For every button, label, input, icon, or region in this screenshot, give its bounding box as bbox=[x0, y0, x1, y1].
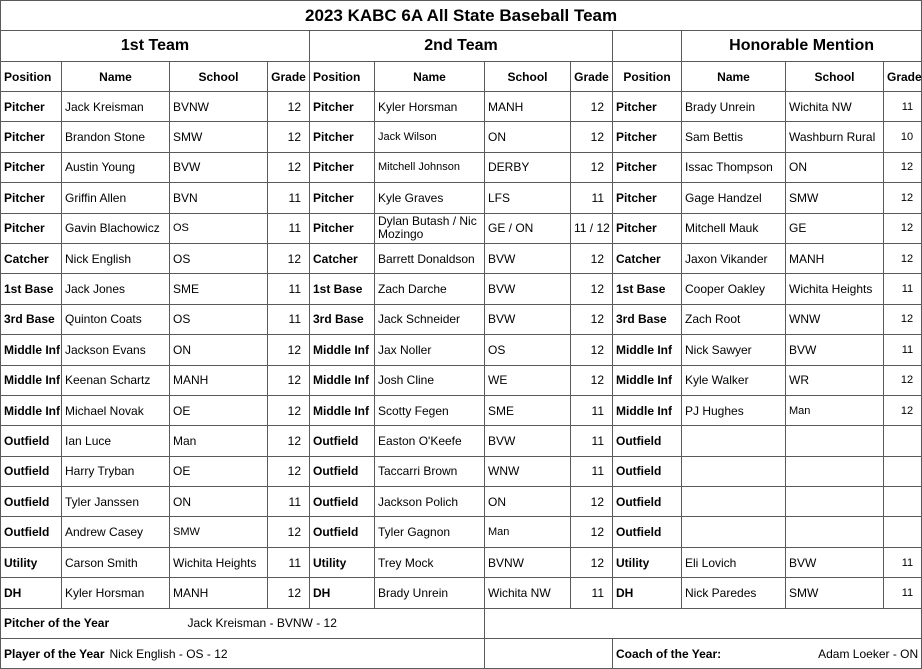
col-header-grade: Grade bbox=[571, 62, 613, 92]
first-team-grade-cell: 12 bbox=[268, 243, 310, 273]
first-team-school-cell: Man bbox=[170, 426, 268, 456]
honorable-team-position-cell: Pitcher bbox=[613, 152, 682, 182]
honorable-team-grade-cell: 12 bbox=[884, 213, 922, 243]
honorable-team-name-cell: Zach Root bbox=[682, 304, 786, 334]
second-team-school-cell: SME bbox=[485, 395, 571, 425]
col-header-position: Position bbox=[613, 62, 682, 92]
first-team-grade-cell: 12 bbox=[268, 152, 310, 182]
first-team-position-cell: 3rd Base bbox=[1, 304, 62, 334]
first-team-name-cell: Carson Smith bbox=[62, 547, 170, 577]
honorable-team-position-cell: Outfield bbox=[613, 517, 682, 547]
second-team-school-cell: BVW bbox=[485, 274, 571, 304]
honorable-team-position-cell: Pitcher bbox=[613, 183, 682, 213]
second-team-grade-cell: 12 bbox=[571, 304, 613, 334]
honorable-team-position-cell: Utility bbox=[613, 547, 682, 577]
honorable-team-name-cell bbox=[682, 426, 786, 456]
first-team-name-cell: Griffin Allen bbox=[62, 183, 170, 213]
honorable-team-school-cell: MANH bbox=[786, 243, 884, 273]
honorable-team-grade-cell: 12 bbox=[884, 395, 922, 425]
first-team-name-cell: Brandon Stone bbox=[62, 122, 170, 152]
first-team-grade-cell: 12 bbox=[268, 517, 310, 547]
first-team-position-cell: DH bbox=[1, 578, 62, 608]
honorable-team-school-cell bbox=[786, 456, 884, 486]
second-team-position-cell: Middle Inf bbox=[310, 335, 375, 365]
second-team-school-cell: BVNW bbox=[485, 547, 571, 577]
second-team-grade-cell: 12 bbox=[571, 122, 613, 152]
honorable-team-school-cell: BVW bbox=[786, 547, 884, 577]
second-team-name-cell: Taccarri Brown bbox=[375, 456, 485, 486]
second-team-grade-cell: 12 bbox=[571, 274, 613, 304]
coach-of-year-value: Adam Loeker - ON bbox=[786, 639, 922, 669]
first-team-school-cell: BVW bbox=[170, 152, 268, 182]
second-team-name-cell: Easton O'Keefe bbox=[375, 426, 485, 456]
honorable-team-position-cell: DH bbox=[613, 578, 682, 608]
second-team-position-cell: Pitcher bbox=[310, 213, 375, 243]
table-row bbox=[1, 92, 922, 122]
first-team-position-cell: Outfield bbox=[1, 487, 62, 517]
first-team-name-cell: Andrew Casey bbox=[62, 517, 170, 547]
honorable-team-grade-cell: 12 bbox=[884, 243, 922, 273]
col-header-position: Position bbox=[310, 62, 375, 92]
table-row bbox=[1, 335, 922, 365]
second-team-position-cell: Catcher bbox=[310, 243, 375, 273]
second-team-name-cell: Trey Mock bbox=[375, 547, 485, 577]
first-team-school-cell: MANH bbox=[170, 365, 268, 395]
second-team-school-cell: Wichita NW bbox=[485, 578, 571, 608]
second-team-school-cell: BVW bbox=[485, 304, 571, 334]
second-team-position-cell: DH bbox=[310, 578, 375, 608]
second-team-grade-cell: 12 bbox=[571, 335, 613, 365]
table-row bbox=[1, 547, 922, 577]
second-team-school-cell: OS bbox=[485, 335, 571, 365]
first-team-name-cell: Jack Jones bbox=[62, 274, 170, 304]
first-team-name-cell: Tyler Janssen bbox=[62, 487, 170, 517]
first-team-name-cell: Jack Kreisman bbox=[62, 92, 170, 122]
second-team-name-cell: Jackson Polich bbox=[375, 487, 485, 517]
second-team-position-cell: Outfield bbox=[310, 456, 375, 486]
pitcher-of-year-label: Pitcher of the Year bbox=[1, 608, 268, 638]
second-team-grade-cell: 11 bbox=[571, 183, 613, 213]
second-team-name-cell: Jack Schneider bbox=[375, 304, 485, 334]
player-of-year-text: Nick English - OS - 12 bbox=[109, 646, 228, 661]
second-team-position-cell: 3rd Base bbox=[310, 304, 375, 334]
table-row bbox=[1, 456, 922, 486]
second-team-grade-cell: 11 bbox=[571, 426, 613, 456]
footer-blank bbox=[485, 639, 613, 669]
table-row bbox=[1, 426, 922, 456]
honorable-team-position-cell: Middle Inf bbox=[613, 365, 682, 395]
first-team-position-cell: Middle Inf bbox=[1, 335, 62, 365]
honorable-team-grade-cell: 11 bbox=[884, 92, 922, 122]
first-team-school-cell: Wichita Heights bbox=[170, 547, 268, 577]
honorable-team-name-cell: Jaxon Vikander bbox=[682, 243, 786, 273]
first-team-school-cell: OS bbox=[170, 213, 268, 243]
honorable-team-school-cell: ON bbox=[786, 152, 884, 182]
table-row bbox=[1, 183, 922, 213]
first-team-position-cell: 1st Base bbox=[1, 274, 62, 304]
second-team-position-cell: Middle Inf bbox=[310, 365, 375, 395]
table-row bbox=[1, 152, 922, 182]
first-team-school-cell: SME bbox=[170, 274, 268, 304]
honorable-team-grade-cell bbox=[884, 456, 922, 486]
team-heading-1st: 1st Team bbox=[1, 31, 310, 62]
first-team-school-cell: SMW bbox=[170, 122, 268, 152]
honorable-team-grade-cell: 12 bbox=[884, 152, 922, 182]
player-of-year-row bbox=[1, 639, 922, 669]
first-team-position-cell: Middle Inf bbox=[1, 395, 62, 425]
second-team-name-cell: Scotty Fegen bbox=[375, 395, 485, 425]
table-row bbox=[1, 243, 922, 273]
table-row bbox=[1, 213, 922, 243]
honorable-team-position-cell: Middle Inf bbox=[613, 335, 682, 365]
second-team-grade-cell: 12 bbox=[571, 243, 613, 273]
second-team-school-cell: BVW bbox=[485, 243, 571, 273]
second-team-position-cell: Pitcher bbox=[310, 152, 375, 182]
honorable-team-school-cell bbox=[786, 517, 884, 547]
first-team-grade-cell: 12 bbox=[268, 578, 310, 608]
second-team-name-cell: Mitchell Johnson bbox=[375, 152, 485, 182]
honorable-team-position-cell: Pitcher bbox=[613, 122, 682, 152]
honorable-team-position-cell: 1st Base bbox=[613, 274, 682, 304]
honorable-team-name-cell: Cooper Oakley bbox=[682, 274, 786, 304]
second-team-school-cell: ON bbox=[485, 487, 571, 517]
col-header-name: Name bbox=[62, 62, 170, 92]
honorable-team-grade-cell bbox=[884, 426, 922, 456]
table-row bbox=[1, 578, 922, 608]
pitcher-of-year-value bbox=[187, 608, 485, 638]
honorable-team-position-cell: Outfield bbox=[613, 487, 682, 517]
first-team-grade-cell: 12 bbox=[268, 365, 310, 395]
second-team-school-cell: BVW bbox=[485, 426, 571, 456]
second-team-grade-cell: 11 bbox=[571, 456, 613, 486]
first-team-position-cell: Utility bbox=[1, 547, 62, 577]
first-team-name-cell: Quinton Coats bbox=[62, 304, 170, 334]
first-team-name-cell: Kyler Horsman bbox=[62, 578, 170, 608]
honorable-team-name-cell: Sam Bettis bbox=[682, 122, 786, 152]
honorable-team-school-cell: Wichita Heights bbox=[786, 274, 884, 304]
first-team-school-cell: ON bbox=[170, 335, 268, 365]
first-team-name-cell: Harry Tryban bbox=[62, 456, 170, 486]
table-row bbox=[1, 517, 922, 547]
table-row bbox=[1, 365, 922, 395]
first-team-position-cell: Pitcher bbox=[1, 92, 62, 122]
second-team-grade-cell: 11 bbox=[571, 395, 613, 425]
second-team-school-cell: LFS bbox=[485, 183, 571, 213]
honorable-team-school-cell: GE bbox=[786, 213, 884, 243]
second-team-position-cell: Outfield bbox=[310, 517, 375, 547]
second-team-grade-cell: 12 bbox=[571, 365, 613, 395]
team-heading-spacer bbox=[613, 31, 682, 62]
first-team-name-cell: Nick English bbox=[62, 243, 170, 273]
second-team-school-cell: WNW bbox=[485, 456, 571, 486]
honorable-team-grade-cell: 10 bbox=[884, 122, 922, 152]
honorable-team-grade-cell: 11 bbox=[884, 578, 922, 608]
honorable-team-name-cell: Issac Thompson bbox=[682, 152, 786, 182]
col-header-school: School bbox=[786, 62, 884, 92]
honorable-team-name-cell: Gage Handzel bbox=[682, 183, 786, 213]
second-team-grade-cell: 12 bbox=[571, 152, 613, 182]
col-header-grade: Grade bbox=[884, 62, 922, 92]
honorable-team-school-cell bbox=[786, 487, 884, 517]
first-team-position-cell: Catcher bbox=[1, 243, 62, 273]
second-team-position-cell: Pitcher bbox=[310, 183, 375, 213]
honorable-team-grade-cell bbox=[884, 487, 922, 517]
first-team-school-cell: OE bbox=[170, 395, 268, 425]
second-team-name-cell: Brady Unrein bbox=[375, 578, 485, 608]
second-team-position-cell: 1st Base bbox=[310, 274, 375, 304]
second-team-grade-cell: 11 bbox=[571, 578, 613, 608]
honorable-team-name-cell: Mitchell Mauk bbox=[682, 213, 786, 243]
roster-body bbox=[1, 92, 922, 609]
honorable-team-name-cell: Nick Paredes bbox=[682, 578, 786, 608]
second-team-school-cell: WE bbox=[485, 365, 571, 395]
col-header-name: Name bbox=[375, 62, 485, 92]
second-team-grade-cell: 12 bbox=[571, 547, 613, 577]
first-team-school-cell: OS bbox=[170, 243, 268, 273]
first-team-position-cell: Outfield bbox=[1, 517, 62, 547]
first-team-school-cell: MANH bbox=[170, 578, 268, 608]
first-team-position-cell: Pitcher bbox=[1, 152, 62, 182]
honorable-team-name-cell: Nick Sawyer bbox=[682, 335, 786, 365]
honorable-team-school-cell: SMW bbox=[786, 578, 884, 608]
footer-blank bbox=[485, 608, 922, 638]
table-row bbox=[1, 122, 922, 152]
honorable-team-grade-cell: 11 bbox=[884, 547, 922, 577]
table-row bbox=[1, 395, 922, 425]
second-team-name-cell: Dylan Butash / Nic Mozingo bbox=[375, 213, 485, 243]
first-team-position-cell: Pitcher bbox=[1, 213, 62, 243]
second-team-school-cell: DERBY bbox=[485, 152, 571, 182]
honorable-team-school-cell: Man bbox=[786, 395, 884, 425]
honorable-team-name-cell: Eli Lovich bbox=[682, 547, 786, 577]
col-header-school: School bbox=[485, 62, 571, 92]
team-heading-2nd: 2nd Team bbox=[310, 31, 613, 62]
second-team-position-cell: Pitcher bbox=[310, 122, 375, 152]
first-team-school-cell: SMW bbox=[170, 517, 268, 547]
second-team-position-cell: Pitcher bbox=[310, 92, 375, 122]
first-team-name-cell: Austin Young bbox=[62, 152, 170, 182]
second-team-name-cell: Barrett Donaldson bbox=[375, 243, 485, 273]
second-team-name-cell: Tyler Gagnon bbox=[375, 517, 485, 547]
honorable-team-position-cell: Catcher bbox=[613, 243, 682, 273]
honorable-team-school-cell bbox=[786, 426, 884, 456]
team-heading-honorable: Honorable Mention bbox=[682, 31, 922, 62]
first-team-position-cell: Pitcher bbox=[1, 122, 62, 152]
second-team-grade-cell: 12 bbox=[571, 517, 613, 547]
first-team-name-cell: Michael Novak bbox=[62, 395, 170, 425]
first-team-name-cell: Keenan Schartz bbox=[62, 365, 170, 395]
second-team-grade-cell: 11 / 12 bbox=[571, 213, 613, 243]
page-title: 2023 KABC 6A All State Baseball Team bbox=[1, 1, 922, 31]
second-team-position-cell: Utility bbox=[310, 547, 375, 577]
honorable-team-school-cell: WR bbox=[786, 365, 884, 395]
second-team-grade-cell: 12 bbox=[571, 487, 613, 517]
pitcher-of-year-row bbox=[1, 608, 922, 638]
first-team-school-cell: OS bbox=[170, 304, 268, 334]
col-header-grade: Grade bbox=[268, 62, 310, 92]
second-team-position-cell: Middle Inf bbox=[310, 395, 375, 425]
second-team-name-cell: Kyle Graves bbox=[375, 183, 485, 213]
honorable-team-position-cell: Pitcher bbox=[613, 213, 682, 243]
honorable-team-school-cell: WNW bbox=[786, 304, 884, 334]
honorable-team-name-cell: Kyle Walker bbox=[682, 365, 786, 395]
second-team-school-cell: Man bbox=[485, 517, 571, 547]
first-team-name-cell: Gavin Blachowicz bbox=[62, 213, 170, 243]
honorable-team-position-cell: Pitcher bbox=[613, 92, 682, 122]
honorable-team-position-cell: Middle Inf bbox=[613, 395, 682, 425]
table-row bbox=[1, 487, 922, 517]
honorable-team-position-cell: Outfield bbox=[613, 456, 682, 486]
honorable-team-name-cell: PJ Hughes bbox=[682, 395, 786, 425]
first-team-grade-cell: 12 bbox=[268, 426, 310, 456]
first-team-position-cell: Outfield bbox=[1, 426, 62, 456]
first-team-grade-cell: 11 bbox=[268, 487, 310, 517]
honorable-team-grade-cell bbox=[884, 517, 922, 547]
honorable-team-grade-cell: 12 bbox=[884, 183, 922, 213]
first-team-name-cell: Jackson Evans bbox=[62, 335, 170, 365]
honorable-team-grade-cell: 11 bbox=[884, 335, 922, 365]
honorable-team-position-cell: 3rd Base bbox=[613, 304, 682, 334]
first-team-grade-cell: 11 bbox=[268, 183, 310, 213]
first-team-position-cell: Middle Inf bbox=[1, 365, 62, 395]
honorable-team-school-cell: SMW bbox=[786, 183, 884, 213]
honorable-team-school-cell: BVW bbox=[786, 335, 884, 365]
pitcher-of-year-text: Jack Kreisman - BVNW - 12 bbox=[187, 616, 337, 631]
first-team-grade-cell: 12 bbox=[268, 335, 310, 365]
honorable-team-name-cell: Brady Unrein bbox=[682, 92, 786, 122]
first-team-grade-cell: 11 bbox=[268, 213, 310, 243]
first-team-grade-cell: 12 bbox=[268, 122, 310, 152]
table-row bbox=[1, 304, 922, 334]
col-header-position: Position bbox=[1, 62, 62, 92]
first-team-grade-cell: 11 bbox=[268, 547, 310, 577]
honorable-team-school-cell: Wichita NW bbox=[786, 92, 884, 122]
honorable-team-name-cell bbox=[682, 487, 786, 517]
honorable-team-position-cell: Outfield bbox=[613, 426, 682, 456]
second-team-name-cell: Jax Noller bbox=[375, 335, 485, 365]
first-team-position-cell: Pitcher bbox=[1, 183, 62, 213]
second-team-grade-cell: 12 bbox=[571, 92, 613, 122]
honorable-team-name-cell bbox=[682, 517, 786, 547]
table-row bbox=[1, 274, 922, 304]
honorable-team-name-cell bbox=[682, 456, 786, 486]
first-team-grade-cell: 12 bbox=[268, 92, 310, 122]
honorable-team-grade-cell: 11 bbox=[884, 274, 922, 304]
honorable-team-grade-cell: 12 bbox=[884, 365, 922, 395]
first-team-grade-cell: 11 bbox=[268, 304, 310, 334]
second-team-position-cell: Outfield bbox=[310, 487, 375, 517]
second-team-school-cell: MANH bbox=[485, 92, 571, 122]
second-team-position-cell: Outfield bbox=[310, 426, 375, 456]
first-team-grade-cell: 11 bbox=[268, 274, 310, 304]
first-team-school-cell: BVN bbox=[170, 183, 268, 213]
second-team-name-cell: Kyler Horsman bbox=[375, 92, 485, 122]
first-team-school-cell: ON bbox=[170, 487, 268, 517]
first-team-school-cell: OE bbox=[170, 456, 268, 486]
second-team-name-cell: Zach Darche bbox=[375, 274, 485, 304]
col-header-school: School bbox=[170, 62, 268, 92]
honorable-team-grade-cell: 12 bbox=[884, 304, 922, 334]
first-team-grade-cell: 12 bbox=[268, 456, 310, 486]
second-team-school-cell: ON bbox=[485, 122, 571, 152]
second-team-school-cell: GE / ON bbox=[485, 213, 571, 243]
first-team-name-cell: Ian Luce bbox=[62, 426, 170, 456]
coach-of-year-label: Coach of the Year: bbox=[613, 639, 786, 669]
first-team-position-cell: Outfield bbox=[1, 456, 62, 486]
second-team-name-cell: Jack Wilson bbox=[375, 122, 485, 152]
first-team-grade-cell: 12 bbox=[268, 395, 310, 425]
honorable-team-school-cell: Washburn Rural bbox=[786, 122, 884, 152]
player-of-year-value bbox=[109, 639, 485, 669]
first-team-school-cell: BVNW bbox=[170, 92, 268, 122]
player-of-year-label: Player of the Year bbox=[1, 639, 170, 669]
column-header-row bbox=[1, 62, 922, 92]
second-team-name-cell: Josh Cline bbox=[375, 365, 485, 395]
col-header-name: Name bbox=[682, 62, 786, 92]
